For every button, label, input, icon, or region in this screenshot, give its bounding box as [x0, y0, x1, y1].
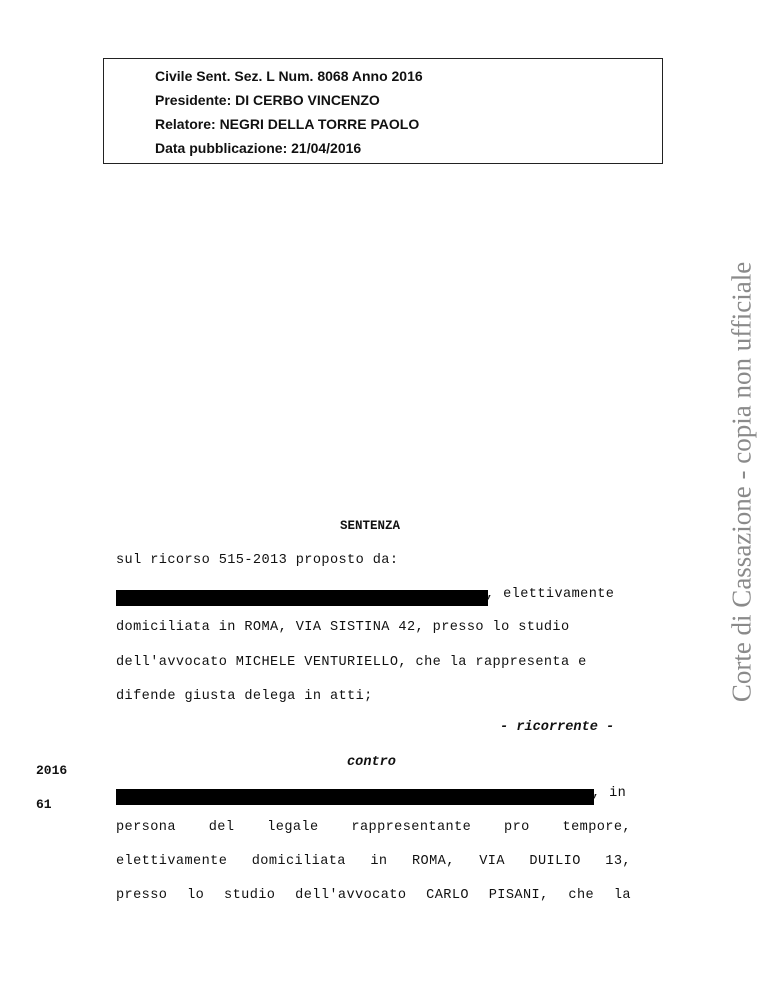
word: presso [116, 888, 168, 903]
body-line [116, 854, 631, 869]
word: 13, [605, 854, 631, 869]
word: la [613, 888, 631, 903]
header-rapporteur-line: Relatore: NEGRI DELLA TORRE PAOLO [155, 116, 420, 132]
word: studio [224, 888, 276, 903]
body-line: sul ricorso 515-2013 proposto da: [116, 553, 399, 568]
word: tempore, [562, 820, 631, 835]
body-line: , elettivamente [486, 587, 615, 602]
word: che [568, 888, 595, 903]
word: DUILIO [529, 854, 581, 869]
margin-number: 61 [36, 797, 52, 812]
body-line: domiciliata in ROMA, VIA SISTINA 42, presso lo studio [116, 620, 570, 635]
header-president-line: Presidente: DI CERBO VINCENZO [155, 92, 380, 108]
word: persona [116, 820, 176, 835]
header-sentence-line: Civile Sent. Sez. L Num. 8068 Anno 2016 [155, 68, 423, 84]
redaction-bar [116, 789, 594, 805]
word: PISANI, [488, 888, 549, 903]
body-line: dell'avvocato MICHELE VENTURIELLO, che la rappresenta e [116, 655, 587, 670]
watermark: Corte di Cassazione - copia non ufficiale [726, 261, 757, 703]
body-line [116, 888, 631, 903]
word: rappresentante [351, 820, 472, 835]
word: domiciliata [251, 854, 346, 869]
redaction-bar [116, 590, 488, 606]
party-role-ricorrente: - ricorrente - [500, 720, 615, 735]
word: legale [267, 820, 319, 835]
word: in [370, 854, 388, 869]
word: dell'avvocato [295, 888, 407, 903]
word: pro [504, 820, 530, 835]
body-line: , in [592, 786, 627, 801]
word: VIA [479, 854, 505, 869]
word: ROMA, [411, 854, 455, 869]
body-line: difende giusta delega in atti; [116, 689, 373, 704]
word: lo [187, 888, 205, 903]
header-publication-date-line: Data pubblicazione: 21/04/2016 [155, 140, 362, 156]
margin-year: 2016 [36, 763, 68, 778]
word: del [208, 820, 235, 835]
document-header-box [103, 58, 663, 164]
contro-heading: contro [347, 755, 396, 770]
document-title: SENTENZA [340, 519, 401, 533]
word: CARLO [426, 888, 469, 903]
word: elettivamente [116, 854, 228, 869]
body-line [116, 820, 631, 835]
